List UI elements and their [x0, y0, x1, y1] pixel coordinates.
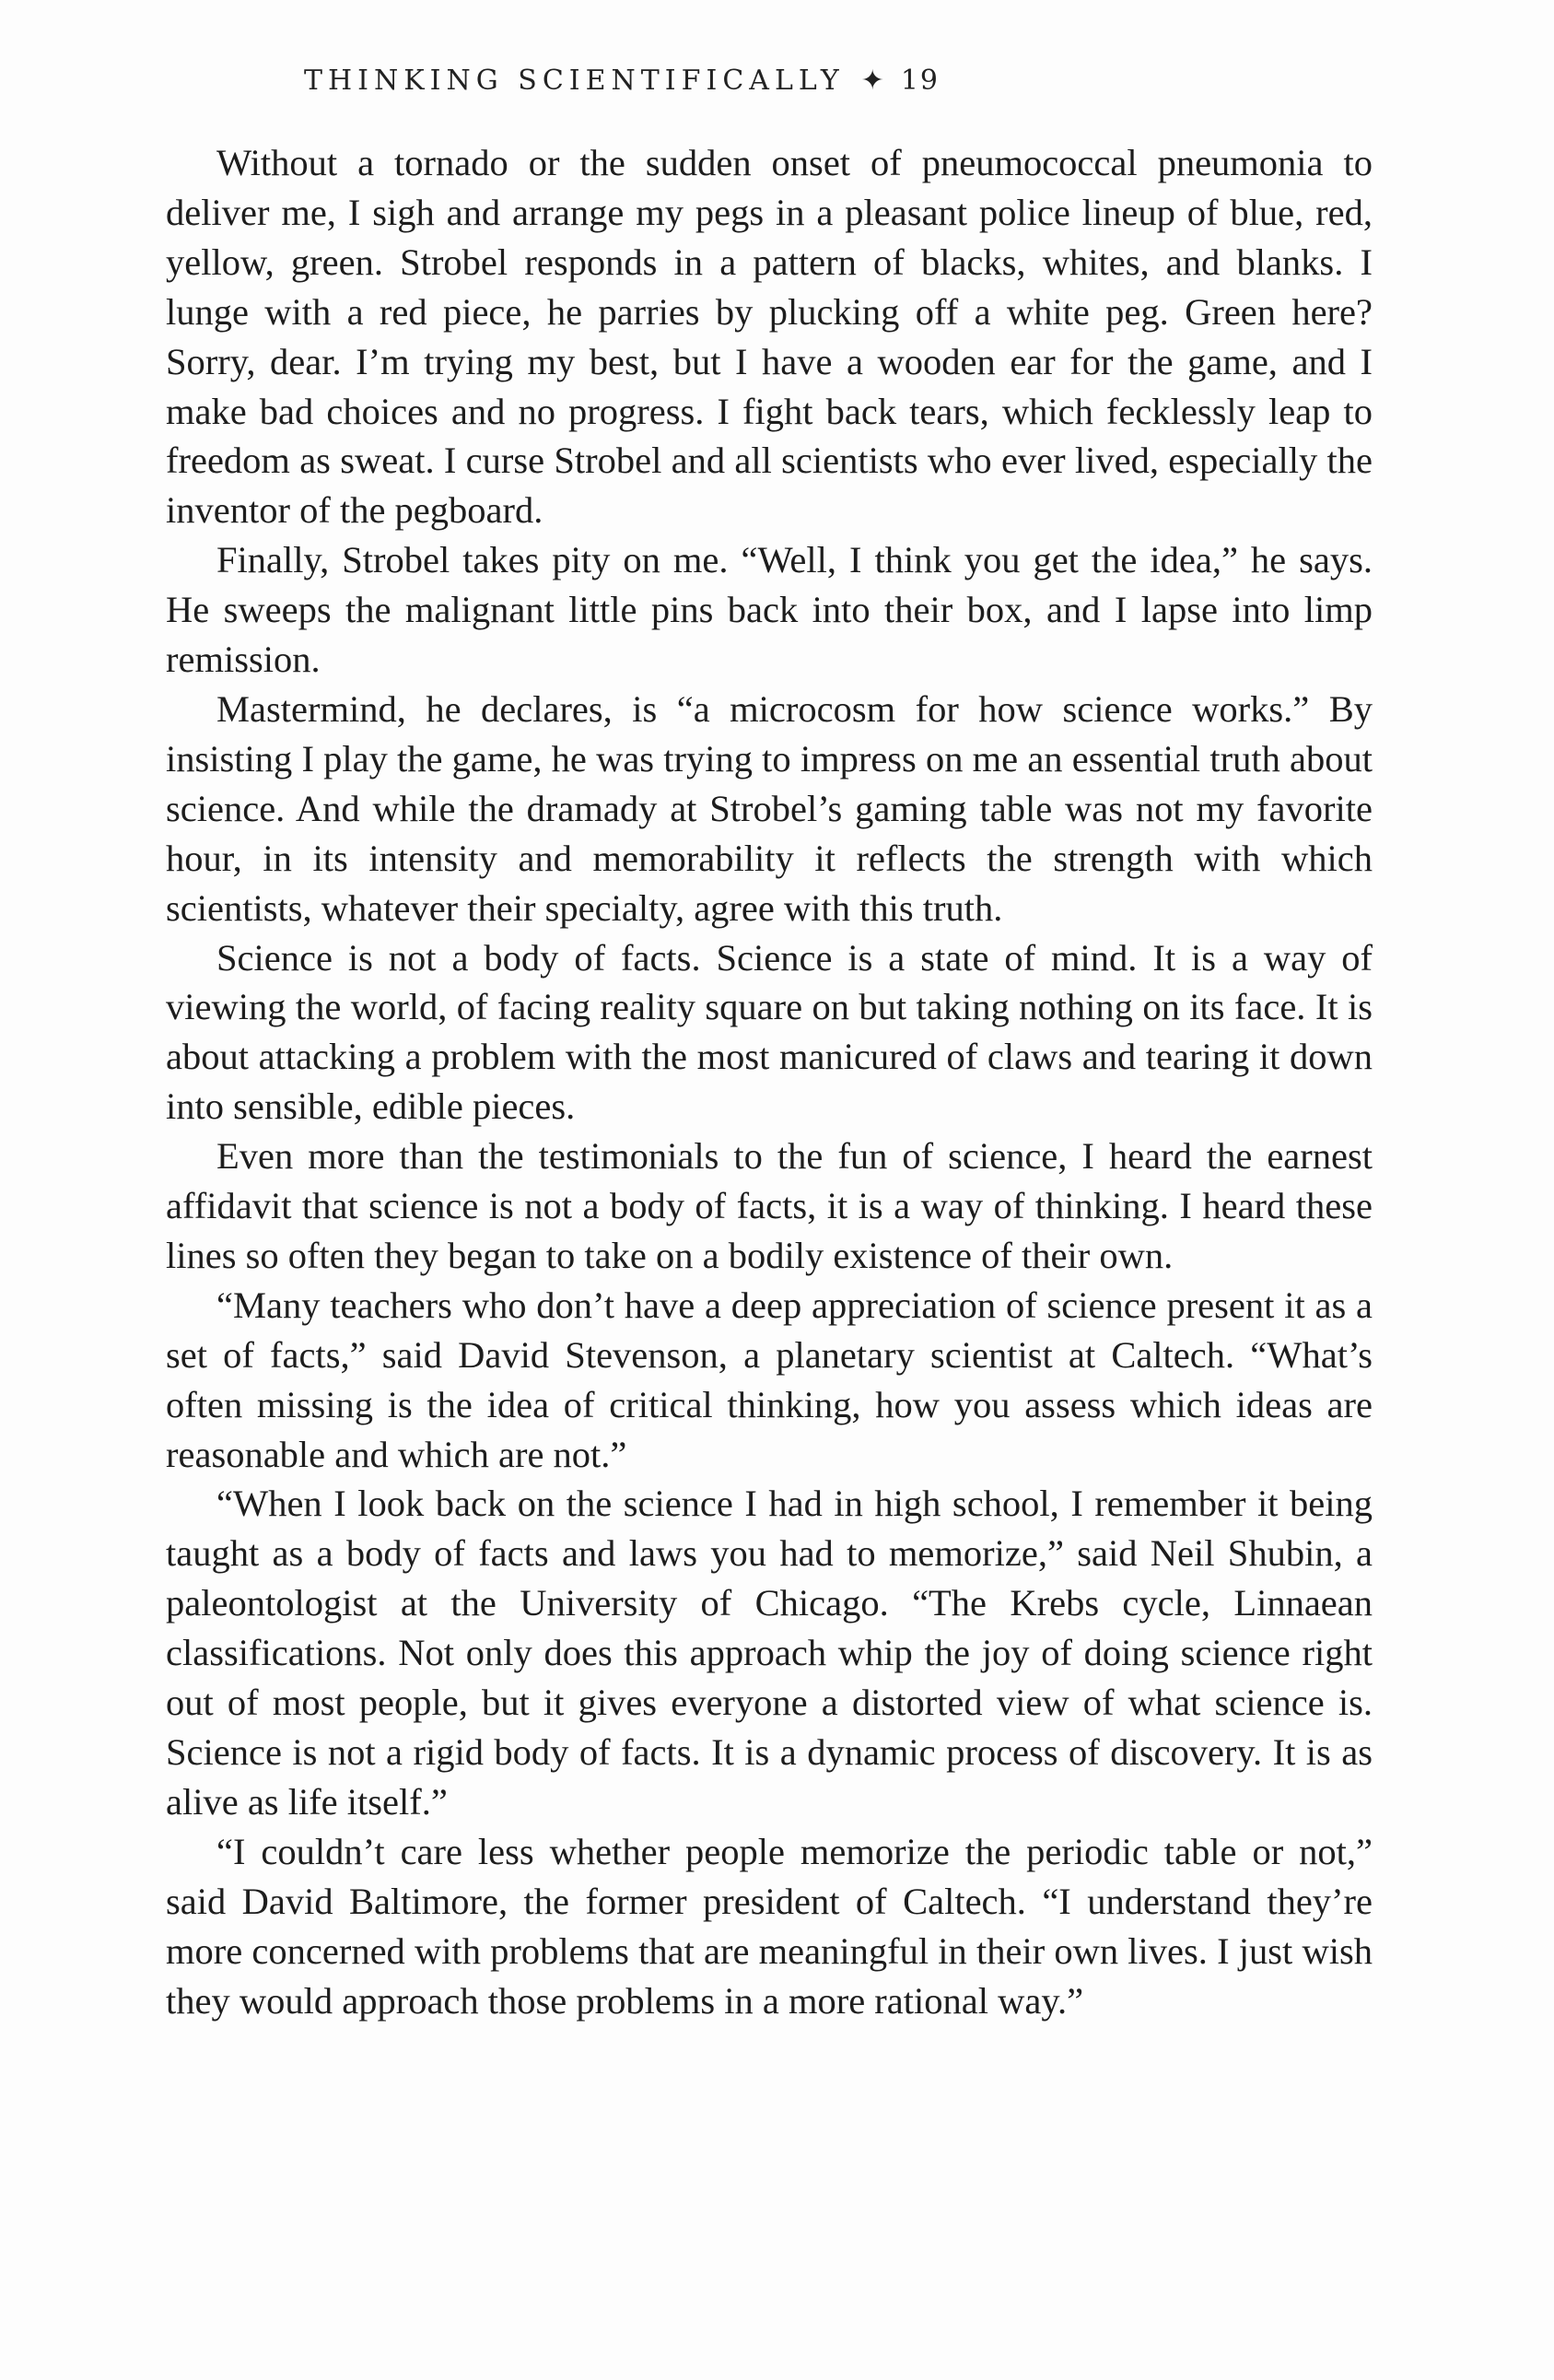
page-number: 19 — [900, 64, 940, 97]
running-head-title: THINKING SCIENTIFICALLY — [304, 64, 845, 97]
paragraph-6: “Many teachers who don’t have a deep appreciation of science present it as a set of facts,” said David Stevenson, a planetary scientist at Caltech. “What’s often missing is the idea of critical thinking, how you assess which ideas are reasonable and which are not.” — [166, 1284, 1373, 1475]
paragraph-3: Mastermind, he declares, is “a microcosm for how science works.” By insisting I play the game, he was trying to impress on me an essential truth about science. And while the dramady at Strobel’s gaming table was not my favorite hour, in its intensity and memorability it reflects the strength with which scientists, whatever their specialty, agree with this truth. — [166, 687, 1373, 929]
paragraph-5: Even more than the testimonials to the fun of science, I heard the earnest affidavit that science is not a body of facts, it is a way of thinking. I heard these lines so often they began to take on a bodily existence of their own. — [166, 1135, 1373, 1276]
paragraph-1: Without a tornado or the sudden onset of pneumococcal pneumonia to deliver me, I sigh and arrange my pegs in a pleasant police lineup of blue, red, yellow, green. Strobel responds in a pattern of blacks, whites, and blanks. I lunge with a red piece, he parries by plucking off a white peg. Green here? Sorry, dear. I’m trying my best, but I have a wooden ear for the game, and I make bad choices and no progress. I fight back tears, which fecklessly leap to freedom as sweat. I curse Strobel and all scientists who ever lived, especially the inventor of the pegboard. — [166, 142, 1373, 532]
paragraph-8: “I couldn’t care less whether people memorize the periodic table or not,” said David Baltimore, the former president of Caltech. “I understand they’re more concerned with problems that are meaningful in their own lives. I just wish they would approach those problems in a more rational way.” — [166, 1830, 1373, 2022]
paragraph-7: “When I look back on the science I had in high school, I remember it being taught as a body of facts and laws you had to memorize,” said Neil Shubin, a paleontologist at the University of Chicago. “The Krebs cycle, Linnaean classifications. Not only does this approach whip the joy of doing science right out of most people, but it gives everyone a distorted view of what science is. Science is not a rigid body of facts. It is a dynamic process of discovery. It is as alive as life itself.” — [166, 1483, 1373, 1823]
ornament-star-icon: ✦ — [860, 64, 884, 97]
paragraph-4: Science is not a body of facts. Science is a state of mind. It is a way of viewing the world, of facing reality square on but taking nothing on its face. It is about attacking a problem with the most manicured of claws and tearing it down into sensible, edible pieces. — [166, 936, 1373, 1128]
paragraph-2: Finally, Strobel takes pity on me. “Well, I think you get the idea,” he says. He sweeps the malignant little pins back into their box, and I lapse into limp remission. — [166, 539, 1373, 681]
body-text — [166, 138, 1373, 2025]
running-head — [304, 64, 940, 97]
